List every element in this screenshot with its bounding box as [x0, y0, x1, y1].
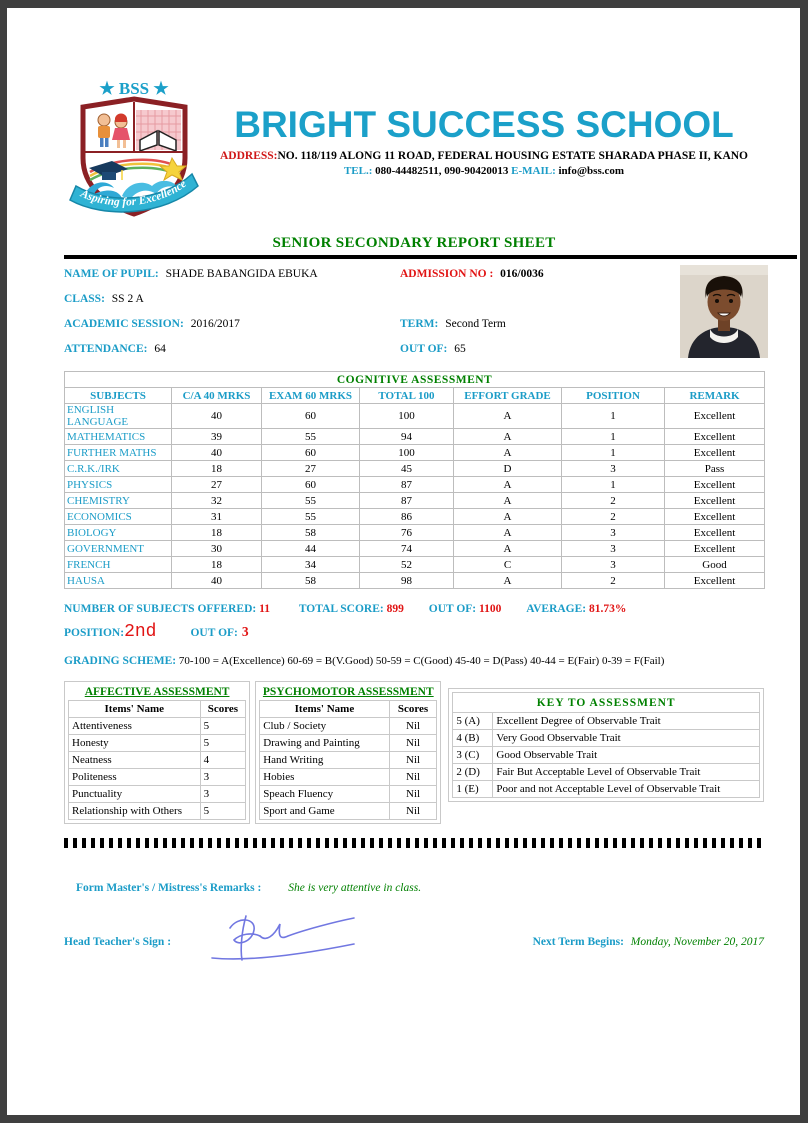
table-cell: ENGLISH LANGUAGE — [65, 404, 172, 429]
table-cell: 100 — [360, 404, 454, 429]
table-header-row — [260, 701, 437, 718]
table-cell: 2 — [562, 573, 665, 589]
table-cell: Club / Society — [260, 718, 390, 735]
table-cell: 45 — [360, 461, 454, 477]
table-cell: Excellent — [665, 525, 765, 541]
table-cell: 40 — [172, 404, 262, 429]
table-header-row — [65, 388, 765, 404]
address-value: NO. 118/119 ALONG 11 ROAD, FEDERAL HOUSING ESTATE SHARADA PHASE II, KANO — [277, 150, 749, 162]
table-row — [260, 718, 437, 735]
table-cell: 76 — [360, 525, 454, 541]
column-header: Scores — [200, 701, 246, 718]
school-address — [204, 150, 764, 162]
table-cell: 58 — [262, 525, 360, 541]
table-cell: A — [454, 525, 562, 541]
table-row — [69, 718, 246, 735]
table-cell: BIOLOGY — [65, 525, 172, 541]
position-value: 2nd — [124, 622, 157, 642]
table-cell: Pass — [665, 461, 765, 477]
grading-scheme-value: 70-100 = A(Excellence) 60-69 = B(V.Good) 50-59 = C(Good) 45-40 = D(Pass) 40-44 = E(Fair) 0-39 = F(Fail) — [178, 655, 665, 667]
next-term-label: Next Term Begins: — [532, 936, 624, 948]
table-cell: Excellent — [665, 573, 765, 589]
key-title: KEY TO ASSESSMENT — [453, 693, 760, 713]
table-cell: 18 — [172, 525, 262, 541]
table-cell: Hobies — [260, 769, 390, 786]
table-cell: 18 — [172, 557, 262, 573]
table-cell: 5 — [200, 735, 246, 752]
table-cell: 40 — [172, 445, 262, 461]
table-row — [69, 786, 246, 803]
table-cell: Good — [665, 557, 765, 573]
cognitive-title: COGNITIVE ASSESSMENT — [65, 372, 765, 388]
table-row — [69, 803, 246, 820]
table-cell: 3 — [200, 786, 246, 803]
head-teacher-sign-label: Head Teacher's Sign : — [64, 936, 172, 948]
table-cell: 31 — [172, 509, 262, 525]
email-value: info@bss.com — [558, 165, 625, 177]
report-content — [64, 8, 764, 972]
table-row — [69, 769, 246, 786]
table-row — [453, 781, 760, 798]
form-master-remarks — [64, 882, 764, 894]
table-cell: HAUSA — [65, 573, 172, 589]
attendance-outof-label: OUT OF: — [400, 343, 448, 355]
title-divider — [64, 255, 797, 259]
table-cell: C.R.K./IRK — [65, 461, 172, 477]
attendance-outof-value: 65 — [454, 343, 466, 355]
table-cell: Excellent — [665, 445, 765, 461]
table-cell: 30 — [172, 541, 262, 557]
affective-table — [68, 700, 246, 820]
table-cell: Fair But Acceptable Level of Observable Trait — [493, 764, 760, 781]
table-cell: 3 — [562, 461, 665, 477]
table-cell: Poor and not Acceptable Level of Observable Trait — [493, 781, 760, 798]
table-cell: Relationship with Others — [69, 803, 201, 820]
term-value: Second Term — [445, 318, 506, 330]
table-cell: 55 — [262, 493, 360, 509]
outof-value: 1100 — [479, 603, 502, 615]
table-cell: 1 (E) — [453, 781, 493, 798]
table-title-row — [453, 693, 760, 713]
table-cell: 27 — [262, 461, 360, 477]
key-to-assessment-table — [452, 692, 760, 798]
session-value: 2016/2017 — [190, 318, 240, 330]
table-cell: MATHEMATICS — [65, 429, 172, 445]
table-cell: 5 — [200, 718, 246, 735]
address-label: ADDRESS: — [219, 150, 278, 162]
table-cell: A — [454, 429, 562, 445]
table-cell: 60 — [262, 477, 360, 493]
table-cell: Excellent — [665, 493, 765, 509]
table-row — [65, 573, 765, 589]
table-cell: 2 — [562, 493, 665, 509]
table-cell: D — [454, 461, 562, 477]
table-cell: 3 — [200, 769, 246, 786]
column-header: TOTAL 100 — [360, 388, 454, 404]
head-teacher-signature — [204, 906, 379, 966]
table-cell: Honesty — [69, 735, 201, 752]
table-row — [260, 803, 437, 820]
table-cell: 94 — [360, 429, 454, 445]
table-row — [453, 713, 760, 730]
table-cell: 32 — [172, 493, 262, 509]
table-cell: Hand Writing — [260, 752, 390, 769]
table-cell: 87 — [360, 477, 454, 493]
table-cell: A — [454, 445, 562, 461]
table-cell: 1 — [562, 477, 665, 493]
table-cell: Politeness — [69, 769, 201, 786]
field-row — [64, 317, 764, 332]
table-cell: Nil — [389, 769, 437, 786]
table-title-row — [65, 372, 765, 388]
table-cell: Excellent — [665, 404, 765, 429]
outof-label: OUT OF: — [428, 603, 477, 615]
pupil-details — [64, 267, 764, 365]
table-cell: FURTHER MATHS — [65, 445, 172, 461]
table-cell: A — [454, 404, 562, 429]
position-outof-label: OUT OF: — [190, 627, 238, 639]
table-cell: 2 (D) — [453, 764, 493, 781]
table-cell: A — [454, 493, 562, 509]
table-row — [260, 735, 437, 752]
average-label: AVERAGE: — [526, 603, 587, 615]
table-row — [65, 461, 765, 477]
table-cell: Speach Fluency — [260, 786, 390, 803]
school-identity — [204, 80, 764, 225]
table-cell: C — [454, 557, 562, 573]
attendance-label: ATTENDANCE: — [64, 343, 148, 355]
table-cell: Punctuality — [69, 786, 201, 803]
table-cell: 5 — [200, 803, 246, 820]
table-cell: 3 — [562, 525, 665, 541]
table-cell: 5 (A) — [453, 713, 493, 730]
table-row — [453, 764, 760, 781]
table-cell: Excellent — [665, 477, 765, 493]
table-cell: 44 — [262, 541, 360, 557]
column-header: SUBJECTS — [65, 388, 172, 404]
class-value: SS 2 A — [111, 293, 144, 305]
affective-title: AFFECTIVE ASSESSMENT — [84, 686, 230, 698]
table-cell: 86 — [360, 509, 454, 525]
table-cell: Nil — [389, 803, 437, 820]
total-score-value: 899 — [386, 603, 404, 615]
table-row — [65, 445, 765, 461]
table-row — [65, 557, 765, 573]
table-cell: 1 — [562, 445, 665, 461]
admission-value: 016/0036 — [500, 268, 544, 280]
table-row — [65, 541, 765, 557]
table-cell: A — [454, 573, 562, 589]
table-cell: 74 — [360, 541, 454, 557]
table-row — [69, 735, 246, 752]
position-outof-value: 3 — [241, 624, 249, 639]
table-cell: Sport and Game — [260, 803, 390, 820]
admission-label: ADMISSION NO : — [400, 268, 494, 280]
table-header-row — [69, 701, 246, 718]
subjects-offered-value: 11 — [259, 603, 270, 615]
grading-scheme — [64, 655, 764, 667]
field-row — [64, 267, 764, 282]
column-header: Scores — [389, 701, 437, 718]
table-row — [260, 752, 437, 769]
session-label: ACADEMIC SESSION: — [64, 318, 184, 330]
name-value: SHADE BABANGIDA EBUKA — [165, 268, 318, 280]
table-row — [65, 525, 765, 541]
field-row — [64, 292, 764, 307]
table-row — [65, 404, 765, 429]
table-cell: Excellent Degree of Observable Trait — [493, 713, 760, 730]
table-row — [453, 747, 760, 764]
report-sheet-page — [7, 8, 800, 1115]
table-row — [453, 730, 760, 747]
table-row — [65, 429, 765, 445]
table-cell: 4 — [200, 752, 246, 769]
school-contacts — [204, 165, 764, 177]
table-cell: ECONOMICS — [65, 509, 172, 525]
grading-scheme-label: GRADING SCHEME: — [64, 655, 177, 667]
tel-label: TEL.: — [343, 165, 373, 177]
position-label: POSITION: — [64, 627, 125, 639]
assessment-boxes — [64, 681, 764, 824]
table-cell: 60 — [262, 445, 360, 461]
key-to-assessment-box — [448, 688, 764, 802]
signature-row — [64, 920, 764, 972]
table-cell: 87 — [360, 493, 454, 509]
table-row — [65, 509, 765, 525]
logo-bss-text: ★ BSS ★ — [99, 80, 169, 98]
table-cell: 4 (B) — [453, 730, 493, 747]
table-cell: A — [454, 509, 562, 525]
psychomotor-assessment-box — [255, 681, 441, 824]
table-cell: 2 — [562, 509, 665, 525]
table-cell: Excellent — [665, 429, 765, 445]
table-row — [260, 769, 437, 786]
school-name: BRIGHT SUCCESS SCHOOL — [234, 104, 734, 145]
column-header: C/A 40 MRKS — [172, 388, 262, 404]
next-term-value: Monday, November 20, 2017 — [630, 936, 764, 948]
table-cell: Nil — [389, 752, 437, 769]
table-cell: Attentiveness — [69, 718, 201, 735]
table-cell: Nil — [389, 735, 437, 752]
table-cell: 1 — [562, 404, 665, 429]
column-header: POSITION — [562, 388, 665, 404]
cognitive-assessment-table — [64, 371, 765, 589]
table-cell: Neatness — [69, 752, 201, 769]
column-header: EXAM 60 MRKS — [262, 388, 360, 404]
email-label: E-MAIL: — [511, 165, 556, 177]
name-label: NAME OF PUPIL: — [64, 268, 159, 280]
table-cell: Excellent — [665, 541, 765, 557]
table-cell: 3 (C) — [453, 747, 493, 764]
field-row — [64, 342, 764, 357]
logo-motto-text: Aspiring for Excellence — [78, 177, 189, 209]
table-cell: CHEMISTRY — [65, 493, 172, 509]
subjects-offered-label: NUMBER OF SUBJECTS OFFERED: — [64, 603, 257, 615]
school-header — [64, 80, 764, 225]
table-cell: A — [454, 477, 562, 493]
tel-value: 080-44482511, 090-90420013 — [375, 165, 509, 177]
affective-assessment-box — [64, 681, 250, 824]
table-cell: 100 — [360, 445, 454, 461]
total-score-label: TOTAL SCORE: — [298, 603, 384, 615]
table-cell: 3 — [562, 557, 665, 573]
remarks-value: She is very attentive in class. — [288, 882, 422, 894]
table-cell: 18 — [172, 461, 262, 477]
remarks-label: Form Master's / Mistress's Remarks : — [76, 882, 262, 894]
term-label: TERM: — [400, 318, 439, 330]
column-header: Items' Name — [69, 701, 201, 718]
table-row — [65, 493, 765, 509]
score-summary — [64, 603, 764, 615]
table-cell: 3 — [562, 541, 665, 557]
table-cell: A — [454, 541, 562, 557]
table-cell: 98 — [360, 573, 454, 589]
school-logo — [64, 80, 204, 225]
next-term — [533, 936, 764, 948]
table-cell: 40 — [172, 573, 262, 589]
table-cell: 27 — [172, 477, 262, 493]
table-cell: 34 — [262, 557, 360, 573]
table-cell: 52 — [360, 557, 454, 573]
table-cell: Very Good Observable Trait — [493, 730, 760, 747]
table-cell: Good Observable Trait — [493, 747, 760, 764]
table-cell: FRENCH — [65, 557, 172, 573]
table-row — [65, 477, 765, 493]
school-crest-icon — [64, 80, 204, 225]
table-row — [260, 786, 437, 803]
table-cell: 60 — [262, 404, 360, 429]
table-cell: Excellent — [665, 509, 765, 525]
column-header: REMARK — [665, 388, 765, 404]
attendance-value: 64 — [154, 343, 166, 355]
psychomotor-title: PSYCHOMOTOR ASSESSMENT — [262, 686, 434, 698]
table-cell: 55 — [262, 509, 360, 525]
psychomotor-table — [259, 700, 437, 820]
table-cell: 55 — [262, 429, 360, 445]
report-title: SENIOR SECONDARY REPORT SHEET — [272, 235, 556, 251]
position-summary — [64, 623, 764, 641]
column-header: EFFORT GRADE — [454, 388, 562, 404]
table-cell: 39 — [172, 429, 262, 445]
average-value: 81.73% — [589, 603, 627, 615]
table-cell: PHYSICS — [65, 477, 172, 493]
class-label: CLASS: — [64, 293, 105, 305]
table-cell: GOVERNMENT — [65, 541, 172, 557]
student-photo — [680, 265, 768, 358]
table-cell: 1 — [562, 429, 665, 445]
table-row — [69, 752, 246, 769]
table-cell: Drawing and Painting — [260, 735, 390, 752]
column-header: Items' Name — [260, 701, 390, 718]
table-cell: Nil — [389, 718, 437, 735]
table-cell: 58 — [262, 573, 360, 589]
dashed-divider — [64, 838, 764, 848]
table-cell: Nil — [389, 786, 437, 803]
